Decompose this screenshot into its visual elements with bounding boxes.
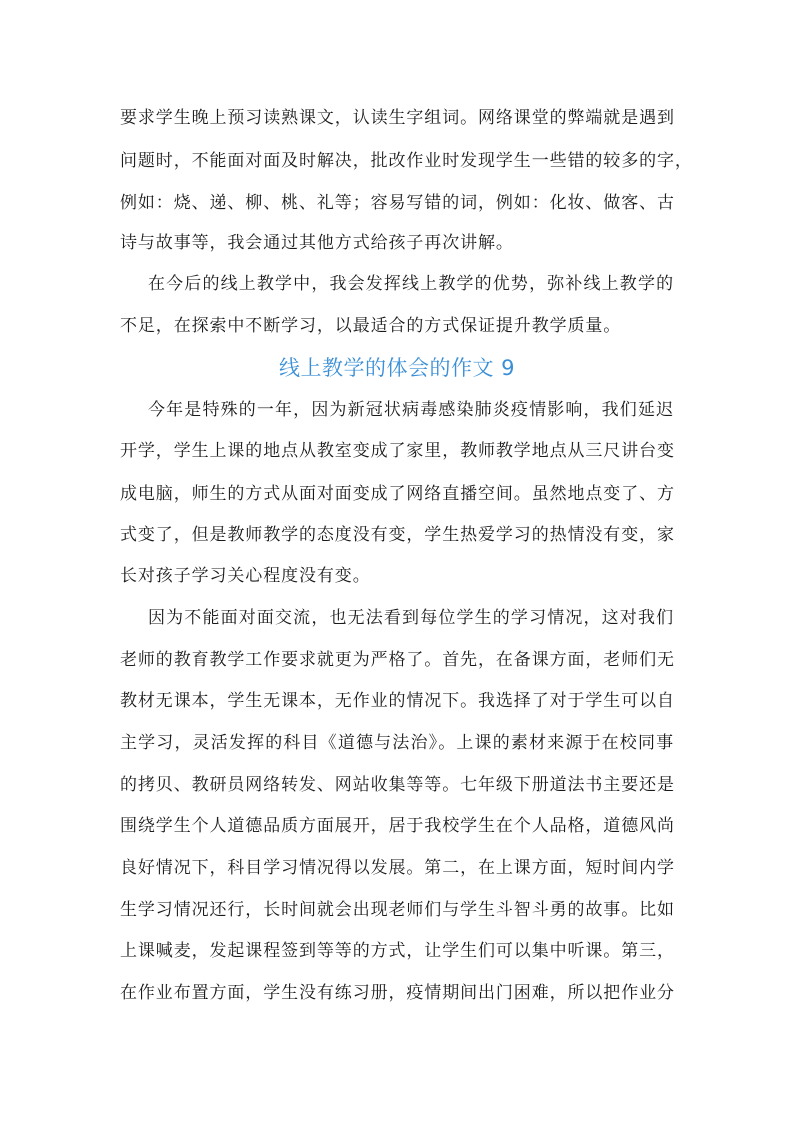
- text-line: 围绕学生个人道德品质方面展开，居于我校学生在个人品格，道德风尚: [120, 816, 675, 836]
- text-line: 的拷贝、教研员网络转发、网站收集等等。七年级下册道法书主要还是: [120, 775, 675, 795]
- text-line: 例如：烧、递、柳、桃、礼等；容易写错的词，例如：化妆、做客、古: [120, 193, 675, 213]
- text-line: 长对孩子学习关心程度没有变。: [120, 566, 371, 586]
- text-line: 老师的教育教学工作要求就更为严格了。首先，在备课方面，老师们无: [120, 650, 675, 670]
- text-line: 上课喊麦，发起课程签到等等的方式，让学生们可以集中听课。第三，: [120, 941, 675, 961]
- text-line: 教材无课本，学生无课本，无作业的情况下。我选择了对于学生可以自: [120, 691, 675, 711]
- text-line: 成电脑，师生的方式从面对面变成了网络直播空间。虽然地点变了、方: [120, 484, 675, 504]
- text-line: 生学习情况还行，长时间就会出现老师们与学生斗智斗勇的故事。比如: [120, 900, 675, 920]
- text-line: 因为不能面对面交流，也无法看到每位学生的学习情况，这对我们: [148, 608, 674, 628]
- text-line: 今年是特殊的一年，因为新冠状病毒感染肺炎疫情影响，我们延迟: [148, 400, 674, 420]
- text-line: 良好情况下，科目学习情况得以发展。第二，在上课方面，短时间内学: [120, 858, 675, 878]
- text-line: 诗与故事等，我会通过其他方式给孩子再次讲解。: [120, 233, 514, 253]
- text-line: 问题时，不能面对面及时解决，批改作业时发现学生一些错的较多的字，: [120, 151, 693, 171]
- text-line: 不足，在探索中不断学习，以最适合的方式保证提升教学质量。: [120, 316, 622, 336]
- text-line: 要求学生晚上预习读熟课文，认读生字组词。网络课堂的弊端就是遇到: [120, 108, 675, 128]
- text-line: 在作业布置方面，学生没有练习册，疫情期间出门困难，所以把作业分: [120, 983, 675, 1003]
- text-line: 在今后的线上教学中，我会发挥线上教学的优势，弥补线上教学的: [148, 274, 674, 294]
- text-line: 主学习，灵活发挥的科目《道德与法治》。上课的素材来源于在校同事: [120, 733, 674, 753]
- section-heading: 线上教学的体会的作文 9: [278, 356, 516, 380]
- text-line: 开学，学生上课的地点从教室变成了家里，教师教学地点从三尺讲台变: [120, 441, 675, 461]
- text-line: 式变了，但是教师教学的态度没有变，学生热爱学习的热情没有变，家: [120, 525, 675, 545]
